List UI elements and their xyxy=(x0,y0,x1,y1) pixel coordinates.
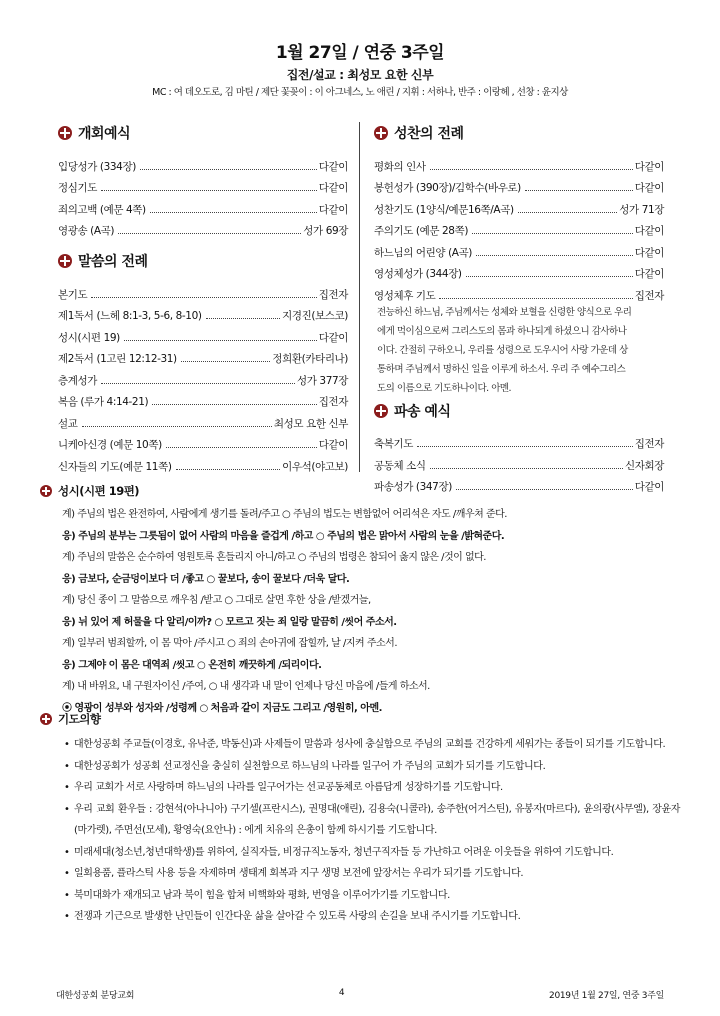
intentions-heading xyxy=(40,710,680,728)
leader-dots xyxy=(206,318,281,319)
opening-rows xyxy=(58,152,348,238)
liturgy-item-leader: 성가 377장 xyxy=(296,374,348,387)
psalm-verse: ⦿ 영광이 성부와 성자와 /성령께 ○ 처음과 같이 지금도 그리고 /영원히, 아멘. xyxy=(62,702,382,714)
intention-item: • 우리 교회 환우들 : 강현석(아나니아) 구기셀(프란시스), 권명대(애린), 김용숙(니콜라), 송주한(어거스틴), 유봉자(마르다), 윤의광(사무엘), 장윤자(마가렛), 주면선(모세), 황영숙(요안나) : 에게 치유의 은총이 함께 하시기를 기도합니다. xyxy=(64,799,680,842)
right-column xyxy=(374,120,664,494)
liturgy-row xyxy=(374,217,664,239)
liturgy-row xyxy=(58,388,348,410)
liturgy-item-label: 영성체후 기도 xyxy=(374,289,436,302)
liturgy-item-label: 평화의 인사 xyxy=(374,160,426,173)
section-dismissal xyxy=(374,400,664,422)
section-eucharist xyxy=(374,122,664,144)
liturgy-item-label: 제1독서 (느헤 8:1-3, 5-6, 8-10) xyxy=(58,310,202,322)
liturgy-row xyxy=(374,430,664,452)
liturgy-item-label: 영성체성가 (344장) xyxy=(374,268,462,280)
liturgy-item-label: 입당성가 (334장) xyxy=(58,160,136,173)
liturgy-item-leader: 성가 71장 xyxy=(619,203,664,216)
liturgy-item-label: 죄의고백 (예문 4쪽) xyxy=(58,203,146,216)
left-column xyxy=(58,120,348,474)
leader-dots xyxy=(176,469,281,470)
liturgy-row xyxy=(374,260,664,282)
psalm-verse: 계) 일부러 범죄할까, 이 몸 막아 /주시고 ○ 죄의 손아귀에 잡힐까, 날 /지켜 주소서. xyxy=(62,638,398,649)
liturgy-item-label: 신자들의 기도(예문 11쪽) xyxy=(58,460,172,473)
page-number: 4 xyxy=(338,988,345,998)
liturgy-item-leader: 집전자 xyxy=(634,438,664,450)
intentions-section xyxy=(40,710,680,928)
liturgy-row xyxy=(58,302,348,324)
liturgy-row xyxy=(374,281,664,303)
liturgy-item-leader: 집전자 xyxy=(318,288,348,301)
footer-date: 2019년 1월 27일, 연중 3주일 xyxy=(549,991,664,1001)
psalm-verse: 계) 주님의 말씀은 순수하여 영원토록 흔들리지 아니/하고 ○ 주님의 법령은 참되어 옳지 않은 /것이 없다. xyxy=(62,552,486,563)
psalm-verse: 계) 당신 종이 그 말씀으로 깨우침 /받고 ○ 그대로 살면 후한 상을 /받겠거늘, xyxy=(62,595,371,606)
intention-item: • 대한성공회 주교들(이경호, 유낙준, 박동신)과 사제들이 말씀과 성사에 충실함으로 주님의 교회를 건강하게 세워가는 종들이 되기를 기도합니다. xyxy=(64,734,680,756)
section-word xyxy=(58,250,348,272)
leader-dots xyxy=(439,298,632,299)
section-heading: 성시(시편 19편) xyxy=(58,484,140,498)
cross-icon xyxy=(40,485,52,497)
column-divider xyxy=(359,122,360,472)
leader-dots xyxy=(150,212,317,213)
liturgy-item-leader: 집전자 xyxy=(318,396,348,408)
intention-item: • 미래세대(청소년,청년대학생)를 위하여, 실직자들, 비정규직노동자, 청년구직자들 등 가난하고 어려운 이웃들을 위하여 기도합니다. xyxy=(64,842,680,864)
leader-dots xyxy=(152,404,317,405)
liturgy-item-label: 제2독서 (1고린 12:12-31) xyxy=(58,353,177,365)
liturgy-item-leader: 집전자 xyxy=(634,289,664,302)
liturgy-item-label: 니케아신경 (예문 10쪽) xyxy=(58,439,162,451)
leader-dots xyxy=(430,468,623,469)
intention-item: • 전쟁과 기근으로 발생한 난민들이 인간다운 삶을 살아갈 수 있도록 사랑의 손길을 보내 주시기를 기도합니다. xyxy=(64,906,680,928)
intention-item: • 일회용품, 플라스틱 사용 등을 자제하며 생태계 회복과 지구 생명 보전에 앞장서는 우리가 되기를 기도합니다. xyxy=(64,863,680,885)
post-communion-prayer xyxy=(374,303,664,398)
liturgy-row xyxy=(58,452,348,474)
liturgy-row xyxy=(58,280,348,302)
liturgy-item-leader: 다같이 xyxy=(634,182,664,194)
leader-dots xyxy=(101,383,295,384)
prayer-line: 에게 먹이심으로써 그리스도의 몸과 하나되게 하셨으니 감사하나 xyxy=(377,325,627,337)
leader-dots xyxy=(476,255,633,256)
liturgy-item-label: 성찬기도 (1양식/예문16쪽/A곡) xyxy=(374,203,514,216)
leader-dots xyxy=(518,212,618,213)
liturgy-item-label: 정심기도 xyxy=(58,182,97,194)
psalm-verse: 응) 주님의 분부는 그릇됨이 없어 사람의 마음을 즐겁게 /하고 ○ 주님의 법은 맑아서 사람의 눈을 /밝혀준다. xyxy=(62,530,505,542)
credits-line: MC : 여 데오도로, 김 마틴 / 제단 꽃꽂이 : 이 아그네스, 노 애린 / 지휘 : 서하나, 반주 : 이랑헤 , 선창 : 윤지상 xyxy=(152,87,568,98)
liturgy-item-leader: 다같이 xyxy=(634,246,664,259)
liturgy-item-leader: 다같이 xyxy=(634,225,664,237)
liturgy-row xyxy=(58,217,348,239)
prayer-line: 전능하신 하느님, 주님께서는 성체와 보혈을 신령한 양식으로 우리 xyxy=(377,306,632,318)
liturgy-item-leader: 다같이 xyxy=(318,182,348,194)
liturgy-item-leader: 다같이 xyxy=(318,203,348,216)
liturgy-row xyxy=(58,152,348,174)
psalm-section xyxy=(40,482,680,719)
liturgy-item-leader: 성가 69장 xyxy=(303,225,348,237)
liturgy-item-leader: 다같이 xyxy=(634,160,664,173)
liturgy-row xyxy=(58,409,348,431)
liturgy-item-label: 봉헌성가 (390장)/김학수(바우로) xyxy=(374,182,521,194)
liturgy-item-leader: 다같이 xyxy=(634,268,664,280)
psalm-verse: 계) 주님의 법은 완전하여, 사람에게 생기를 돌려/주고 ○ 주님의 법도는 변함없어 어리석은 자도 /깨우쳐 준다. xyxy=(62,509,507,520)
section-heading: 개회예식 xyxy=(78,126,131,142)
leader-dots xyxy=(82,426,272,427)
section-opening xyxy=(58,122,348,144)
liturgy-item-label: 파송성가 (347장) xyxy=(374,481,452,493)
liturgy-item-label: 성시(시편 19) xyxy=(58,331,120,344)
intention-item: • 우리 교회가 서로 사랑하며 하느님의 나라를 일구어가는 선교공동체로 아름답게 성장하기를 기도합니다. xyxy=(64,777,680,799)
liturgy-item-label: 설교 xyxy=(58,417,78,430)
intention-item: • 대한성공회가 성공회 선교정신을 충실히 실천함으로 하느님의 나라를 일구어 가 주님의 교회가 되기를 기도합니다. xyxy=(64,756,680,778)
liturgy-row xyxy=(58,345,348,367)
psalm-verse: 계) 내 바위요, 내 구원자이신 /주여, ○ 내 생각과 내 말이 언제나 당신 마음에 /들게 하소서. xyxy=(62,681,430,692)
section-heading: 성찬의 전례 xyxy=(394,126,464,142)
celebrant-line: 집전/설교 : 최성모 요한 신부 xyxy=(286,68,434,82)
footer-church: 대한성공회 분당교회 xyxy=(56,991,135,1001)
section-heading: 파송 예식 xyxy=(394,403,451,420)
eucharist-rows xyxy=(374,152,664,303)
section-heading: 말씀의 전례 xyxy=(78,254,148,270)
leader-dots xyxy=(525,190,633,191)
liturgy-item-label: 주의기도 (예문 28쪽) xyxy=(374,225,469,237)
leader-dots xyxy=(472,233,633,234)
cross-icon xyxy=(58,254,72,268)
cross-icon xyxy=(374,126,388,140)
liturgy-item-leader: 정희환(카타리나) xyxy=(272,353,348,365)
leader-dots xyxy=(118,233,301,234)
psalm-verse: 응) 뉘 있어 제 허물을 다 알리/이까? ○ 모르고 짓는 죄 일랑 말끔히 /씻어 주소서. xyxy=(62,616,397,628)
liturgy-item-leader: 다같이 xyxy=(318,439,348,451)
psalm-heading xyxy=(40,482,680,500)
liturgy-row xyxy=(58,366,348,388)
liturgy-row xyxy=(58,431,348,453)
leader-dots xyxy=(140,169,317,170)
liturgy-item-leader: 다같이 xyxy=(634,481,664,493)
section-heading: 기도의향 xyxy=(58,712,101,726)
leader-dots xyxy=(91,297,317,298)
leader-dots xyxy=(430,169,633,170)
liturgy-item-leader: 신자회장 xyxy=(625,459,664,472)
liturgy-item-label: 공동체 소식 xyxy=(374,459,426,472)
cross-icon xyxy=(40,713,52,725)
liturgy-item-label: 하느님의 어린양 (A곡) xyxy=(374,246,472,259)
psalm-verse: 응) 그제야 이 몸은 대역죄 /씻고 ○ 온전히 깨끗하게 /되리이다. xyxy=(62,659,322,671)
prayer-line: 이다. 간절히 구하오니, 우리를 성령으로 도우시어 사랑 가운데 상 xyxy=(377,344,628,356)
liturgy-row xyxy=(374,152,664,174)
word-rows xyxy=(58,280,348,474)
liturgy-row xyxy=(374,451,664,473)
intention-list xyxy=(40,734,680,928)
liturgy-item-label: 축복기도 xyxy=(374,438,413,450)
liturgy-item-leader: 지경진(보스코) xyxy=(282,310,348,322)
leader-dots xyxy=(417,446,633,447)
liturgy-row xyxy=(374,174,664,196)
leader-dots xyxy=(466,276,633,277)
psalm-lines xyxy=(40,504,680,719)
prayer-line: 통하며 주님께서 명하신 일을 이루게 하소서. 우리 주 예수그리스 xyxy=(377,363,626,375)
liturgy-row xyxy=(58,174,348,196)
liturgy-row xyxy=(374,238,664,260)
page-title: 1월 27일 / 연중 3주일 xyxy=(275,43,445,63)
liturgy-item-leader: 이우석(야고보) xyxy=(282,460,348,473)
liturgy-item-label: 본기도 xyxy=(58,288,88,301)
liturgy-item-leader: 다같이 xyxy=(318,331,348,344)
liturgy-row xyxy=(374,195,664,217)
liturgy-item-label: 영광송 (A곡) xyxy=(58,225,115,237)
liturgy-row xyxy=(58,323,348,345)
psalm-verse: 응) 금보다, 순금덩이보다 더 /좋고 ○ 꿀보다, 송이 꿀보다 /더욱 달다. xyxy=(62,573,350,585)
cross-icon xyxy=(374,404,388,418)
cross-icon xyxy=(58,126,72,140)
leader-dots xyxy=(166,447,317,448)
liturgy-item-label: 복음 (루가 4:14-21) xyxy=(58,396,149,408)
liturgy-item-leader: 최성모 요한 신부 xyxy=(273,417,348,430)
leader-dots xyxy=(124,340,317,341)
liturgy-item-leader: 다같이 xyxy=(318,160,348,173)
liturgy-row xyxy=(58,195,348,217)
leader-dots xyxy=(101,190,317,191)
prayer-line: 도의 이름으로 기도하나이다. 아멘. xyxy=(377,382,512,394)
liturgy-item-label: 층계성가 xyxy=(58,374,97,387)
leader-dots xyxy=(181,361,271,362)
footer xyxy=(56,988,664,1001)
intention-item: • 북미대화가 재개되고 남과 북이 힘을 합쳐 비핵화와 평화, 번영을 이루어가기를 기도합니다. xyxy=(64,885,680,907)
